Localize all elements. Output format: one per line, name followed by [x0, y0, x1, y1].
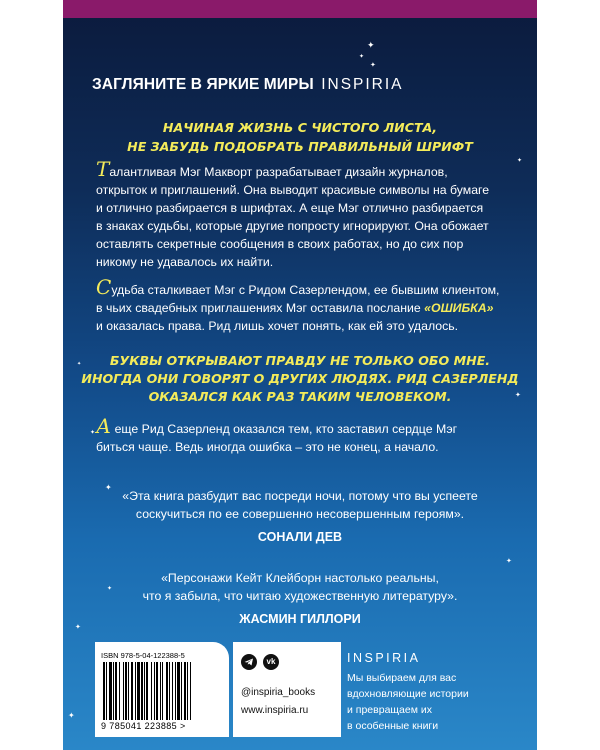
text-line: никому не удавалось их найти.	[96, 255, 274, 269]
review-quote-2	[63, 569, 537, 605]
sparkle-icon: ✦	[68, 711, 75, 720]
series-header	[92, 76, 404, 94]
tagline-line: ОКАЗАЛСЯ КАК РАЗ ТАКИМ ЧЕЛОВЕКОМ.	[148, 389, 452, 404]
quote-line: «Персонажи Кейт Клейборн настолько реальны,	[161, 571, 439, 585]
sparkle-icon: ✦	[506, 557, 512, 565]
text-line: еще Рид Сазерленд оказался тем, кто заставил сердце Мэг	[111, 422, 458, 436]
text-line: и отлично разбирается в шрифтах. А еще Мэг отлично разбирается	[96, 201, 484, 215]
quote-line: что я забыла, что читаю художественную литературу».	[142, 589, 458, 603]
tagline-line: НАЧИНАЯ ЖИЗНЬ С ЧИСТОГО ЛИСТА,	[162, 120, 438, 135]
text-line: открыток и приглашений. Она выводит красивые символы на бумаге	[96, 183, 490, 197]
desc-line: и превращаем их	[347, 704, 432, 716]
publisher-label: INSPIRIA	[347, 651, 421, 665]
sparkle-icon: ✦	[517, 157, 523, 164]
sparkle-icon: ✦	[105, 483, 112, 492]
highlight-word: «ОШИБКА»	[424, 301, 494, 315]
quote-author-1: СОНАЛИ ДЕВ	[257, 530, 343, 544]
tagline-middle	[63, 352, 537, 406]
top-color-strip	[63, 0, 537, 18]
isbn-text: ISBN 978-5-04-122388-5	[101, 651, 185, 660]
tagline-line: ИНОГДА ОНИ ГОВОРЯТ О ДРУГИХ ЛЮДЯХ. РИД САЗЕРЛЕНД	[81, 371, 519, 386]
sparkle-icon: ✦	[359, 53, 365, 60]
dropcap: А	[96, 414, 112, 438]
publisher-description	[347, 670, 469, 734]
quote-line: «Эта книга разбудит вас посреди ночи, потому что вы успеете	[122, 489, 478, 503]
desc-line: вдохновляющие истории	[347, 688, 469, 700]
sparkle-icon: ✦	[75, 623, 81, 631]
social-panel	[233, 642, 341, 737]
website-url[interactable]: www.inspiria.ru	[241, 705, 309, 716]
dropcap: С	[96, 275, 112, 299]
text-line: биться чаще. Ведь иногда ошибка – это не конец, а начало.	[96, 440, 439, 454]
tagline-top	[63, 118, 537, 156]
desc-line: в особенные книги	[347, 720, 439, 732]
text-line: алантливая Мэг Макворт разрабатывает дизайн журналов,	[109, 165, 448, 179]
tagline-line: БУКВЫ ОТКРЫВАЮТ ПРАВДУ НЕ ТОЛЬКО ОБО МНЕ.	[109, 353, 491, 368]
desc-line: Мы выбираем для вас	[347, 672, 457, 684]
barcode-panel	[95, 642, 229, 737]
barcode-number: 9 785041 223885 >	[101, 721, 186, 731]
text-line: оставлять секретные сообщения в своих работах, но до сих пор	[96, 237, 464, 251]
sparkle-icon: ✦	[77, 361, 82, 367]
text-line: в чьих свадебных приглашениях Мэг оставила послание	[96, 301, 421, 315]
synopsis-paragraph-3	[96, 414, 511, 456]
header-lead: ЗАГЛЯНИТЕ В ЯРКИЕ МИРЫ	[92, 76, 314, 93]
text-line: удьба сталкивает Мэг с Ридом Сазерлендом, ее бывшим клиентом,	[111, 283, 500, 297]
sparkle-icon: ✦	[367, 41, 375, 51]
review-quote-1	[63, 487, 537, 523]
vk-icon[interactable]: vk	[263, 654, 279, 670]
synopsis-paragraph-2	[96, 275, 511, 335]
dropcap: Т	[96, 157, 110, 181]
book-back-cover	[63, 0, 537, 750]
header-brand: INSPIRIA	[321, 76, 404, 93]
sparkle-icon: ✦	[370, 61, 376, 69]
quote-author-2: ЖАСМИН ГИЛЛОРИ	[239, 612, 361, 626]
sparkle-icon: ✦	[107, 585, 113, 592]
tagline-line: НЕ ЗАБУДЬ ПОДОБРАТЬ ПРАВИЛЬНЫЙ ШРИФТ	[127, 139, 473, 154]
text-line: и оказалась права. Рид лишь хочет понять, как ей это удалось.	[96, 319, 459, 333]
sparkle-icon: ✦	[90, 429, 96, 436]
social-handle[interactable]: @inspiria_books	[241, 687, 316, 698]
sparkle-icon: ✦	[515, 391, 521, 399]
synopsis-paragraph-1	[96, 157, 511, 271]
telegram-icon[interactable]	[241, 654, 257, 670]
barcode-image	[103, 662, 221, 720]
text-line: в знаках судьбы, которые другие попросту игнорируют. Она обожает	[96, 219, 489, 233]
quote-line: соскучиться по ее совершенно несовершенным героям».	[135, 507, 465, 521]
